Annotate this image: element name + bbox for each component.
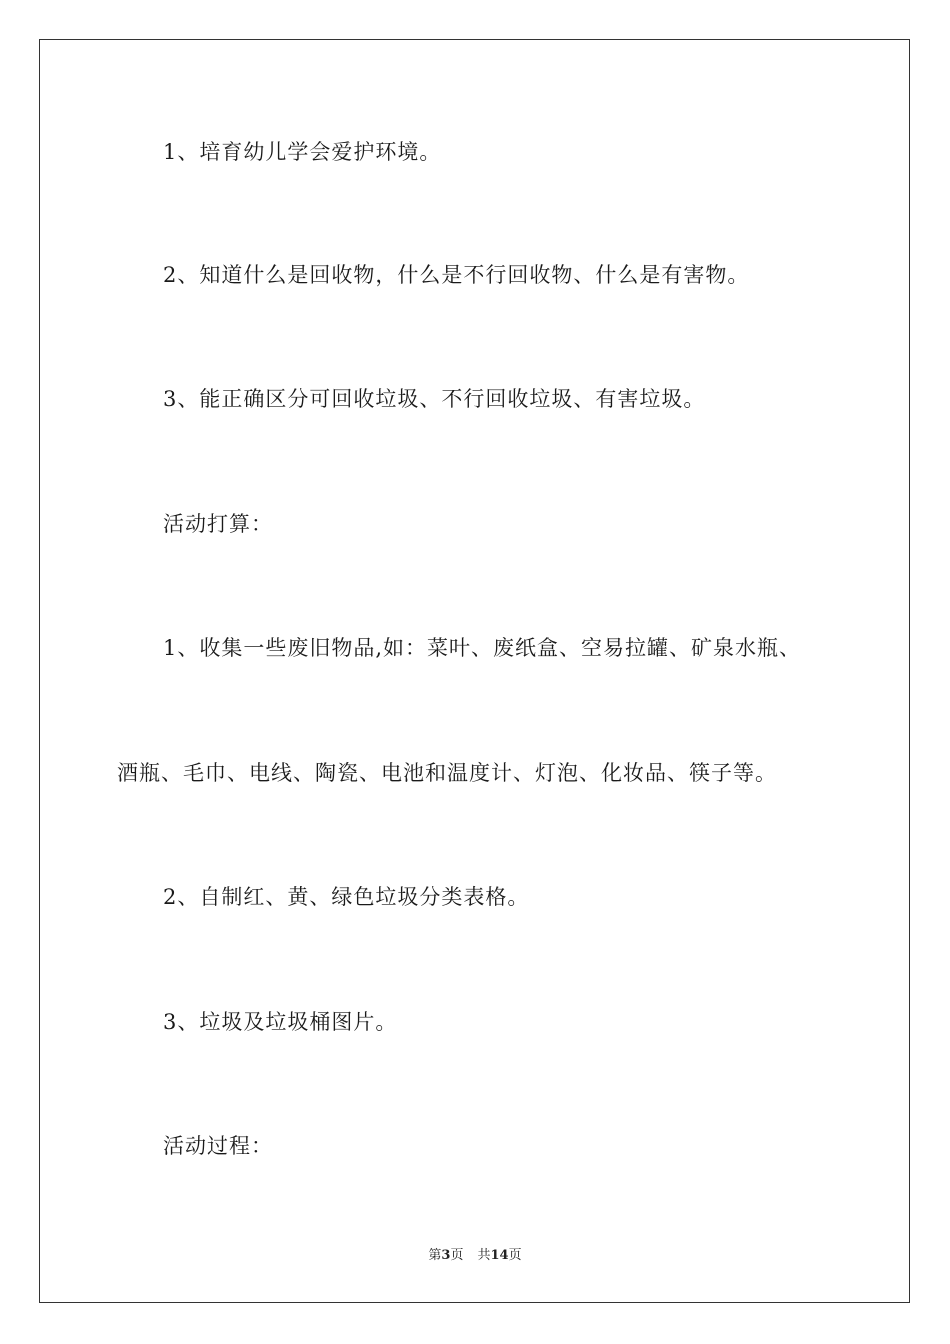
preparation-line-1: 1、收集一些废旧物品,如：菜叶、废纸盒、空易拉罐、矿泉水瓶、 <box>163 636 802 660</box>
page-suffix: 页 <box>450 1248 464 1263</box>
preparation-line-2: 2、自制红、黄、绿色垃圾分类表格。 <box>163 885 530 909</box>
section-heading-preparation: 活动打算： <box>163 512 273 536</box>
preparation-line-3: 3、垃圾及垃圾桶图片。 <box>163 1010 398 1034</box>
preparation-line-1-continued: 酒瓶、毛巾、电线、陶瓷、电池和温度计、灯泡、化妆品、筷子等。 <box>117 761 777 785</box>
section-heading-process: 活动过程： <box>163 1134 273 1158</box>
goal-line-1: 1、培育幼儿学会爱护环境。 <box>163 140 442 164</box>
page-prefix: 第 <box>428 1248 442 1263</box>
total-suffix: 页 <box>508 1248 522 1263</box>
goal-line-3: 3、能正确区分可回收垃圾、不行回收垃圾、有害垃圾。 <box>163 387 706 411</box>
total-prefix: 共 <box>477 1248 491 1263</box>
goal-line-2: 2、知道什么是回收物，什么是不行回收物、什么是有害物。 <box>163 263 750 287</box>
page-footer <box>0 1247 950 1265</box>
page-number: 3 <box>441 1248 451 1263</box>
total-pages: 14 <box>490 1248 509 1263</box>
page-border <box>39 39 910 1303</box>
